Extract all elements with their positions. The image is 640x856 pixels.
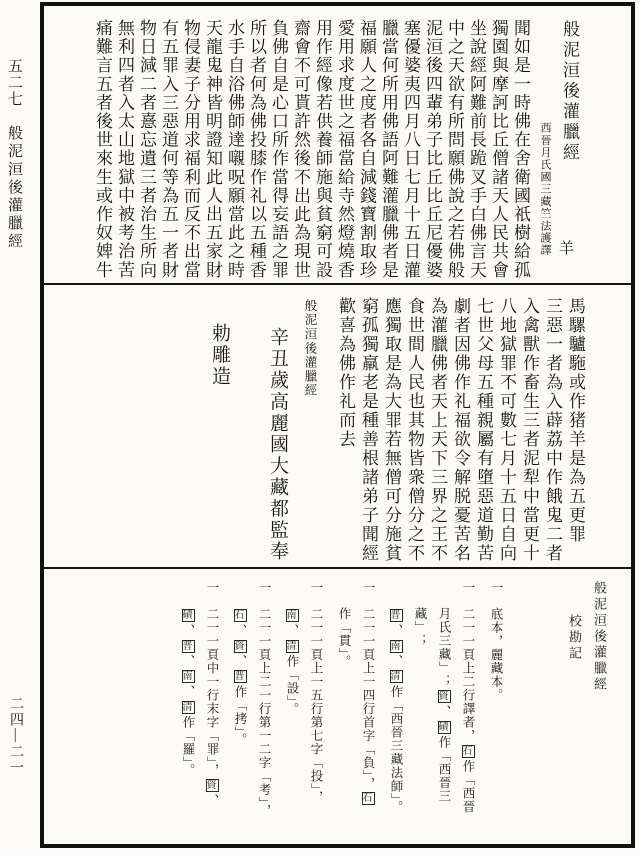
margin-header-title: 般泥洹後灌臘經 <box>6 125 22 251</box>
note-bullet: 一 <box>257 581 271 595</box>
text-column: 所以者何為佛投膝作礼以五種香 <box>247 19 266 280</box>
edition-siglum-box: 資 <box>234 640 246 652</box>
edition-siglum-box: 普 <box>390 610 402 621</box>
collation-note-column: 月氏三藏」；資、磧作「西晉三藏」； <box>413 607 451 803</box>
text-column: 入禽獸作畜生三者泥犁中當更十 <box>520 297 539 563</box>
page-frame <box>40 2 635 848</box>
note-bullet: 一 <box>489 581 503 595</box>
edition-siglum-box: 資 <box>206 779 218 791</box>
note-bullet: 一 <box>205 581 219 595</box>
text-column: 福願人之度者各自減錢寶割取珍 <box>357 19 376 280</box>
text-column: 坐說經阿難前長跪叉手白佛言天 <box>467 19 486 280</box>
collation-note-column: 作「貫」。 <box>337 607 351 669</box>
edition-siglum-box: 南 <box>390 640 402 652</box>
text-column: 八地獄罪不可數七月十五日自向 <box>497 297 516 563</box>
section-sutra-part1 <box>44 6 631 283</box>
sutra-part2-columns <box>44 285 631 567</box>
text-column: 痛難言五者後世來生或作奴婢牛 <box>93 19 112 280</box>
note-bullet: 一 <box>361 581 375 595</box>
text-column: 食世間人民也其物皆衆僧分之不 <box>405 297 424 563</box>
text-column: 愛用求度世之福當給寺然燈燒香 <box>335 19 354 280</box>
text-column: 無利四者入太山地獄中被考治苦 <box>115 19 134 280</box>
translator-line: 西晉月氏國三藏竺法護譯 <box>539 122 551 257</box>
text-column: 聞如是一時佛在舍衛國祇樹給孤 <box>511 19 530 280</box>
text-column: 物日減二者憙忘遺三者治生所向 <box>137 19 156 280</box>
collation-note-column: 磧、普、南、清作「羅」。 <box>181 610 195 777</box>
edition-siglum-box: 清 <box>390 671 402 682</box>
edition-siglum-box: 磧 <box>438 721 450 733</box>
collation-subtitle: 校勘記 <box>567 614 582 662</box>
text-column: 獨園與摩訶比丘僧諸天人民共會 <box>489 19 508 280</box>
sutra-end-title: 般泥洹後灌臘經 <box>303 299 317 398</box>
text-column: 塞優婆夷四月八日七月十五日灌 <box>401 19 420 280</box>
margin-page-number: 二四—二一 <box>8 696 23 776</box>
collation-note-column: 普、南、清作「西晉三藏法師」。 <box>389 610 403 814</box>
text-column: 劇者因佛作礼福欲令解脱憂苦名 <box>451 297 470 563</box>
text-column: 用作經像若供養師施與貧窮可設 <box>313 19 332 280</box>
edition-siglum-box: 資 <box>438 691 450 702</box>
collation-note-column: 石、資、普作「拷」。 <box>233 610 247 747</box>
edition-siglum-box: 磧 <box>182 610 194 621</box>
note-bullet: 一 <box>461 581 475 595</box>
collation-note-column: 一二一一頁上二行譯者，石作「西晉 <box>461 581 475 814</box>
edition-siglum-box: 普 <box>234 671 246 682</box>
text-column: 三惡一者為入薜荔中作餓鬼二者 <box>543 297 562 563</box>
edition-siglum-box: 石 <box>234 610 246 621</box>
text-column: 有五罪入三惡道何等為五一者財 <box>159 19 178 280</box>
edition-siglum-box: 清 <box>182 701 194 713</box>
text-column: 為灌臘佛者天上天下三界之王不 <box>428 297 447 563</box>
text-column: 七世父母五種親屬有墮惡道勤苦 <box>474 297 493 563</box>
text-column: 物侵妻子分用求福利而反不出當 <box>181 19 200 280</box>
sutra-title: 般泥洹後灌臘經 <box>560 20 579 164</box>
margin-mark: 羊 <box>557 240 573 255</box>
text-column: 負佛自是心口所作當得妄語之罪 <box>269 19 288 280</box>
collation-note-column: 南、清作「設」。 <box>285 610 299 716</box>
text-column: 齋會不可貰許然後不出此為現世 <box>291 19 310 280</box>
collation-note-column: 一二一一頁上一五行第七字「投」， <box>309 581 323 804</box>
text-column: 中之天欲有所問願佛說之若佛般 <box>445 19 464 280</box>
margin-volume-label: 五二七 <box>6 58 22 108</box>
text-column: 歡喜為佛作礼而去 <box>336 297 355 449</box>
text-column: 應獨取是為大罪若無僧可分施貧 <box>382 297 401 563</box>
collation-notes <box>44 569 631 839</box>
text-column: 窮孤獨羸老是種善根諸弟子聞經 <box>359 297 378 563</box>
edition-siglum-box: 普 <box>182 640 194 652</box>
edition-siglum-box: 南 <box>182 671 194 682</box>
collation-note-column: 一底本，麗藏本。 <box>489 581 503 702</box>
collation-title: 般泥洹後灌臘經 <box>592 581 607 693</box>
section-sutra-part2 <box>44 283 631 569</box>
text-column: 泥洹後四輩弟子比丘比丘尼優婆 <box>423 19 442 280</box>
text-column: 馬騾驢駞或作猪羊是為五更罪 <box>566 297 585 544</box>
edition-siglum-box: 石 <box>362 793 374 805</box>
section-collation-notes <box>44 569 631 839</box>
text-column: 臘當何所用佛語阿難灌臘佛者是 <box>379 19 398 280</box>
text-column: 水手自浴佛師達嚫呪願當此之時 <box>225 19 244 280</box>
note-bullet: 一 <box>309 581 323 595</box>
collation-note-column: 一二一一頁上二一行第一二字「考」， <box>257 581 271 818</box>
collation-note-column: 一二一一頁中一行末字「罪」，資、 <box>205 581 219 808</box>
colophon-line2: 勅雕造 <box>209 323 230 388</box>
collation-note-column: 一二一一頁上一四行首字「負」，石 <box>361 581 375 805</box>
edition-siglum-box: 石 <box>462 745 474 757</box>
text-column: 天龍鬼神皆明證知此人出五家財 <box>203 19 222 280</box>
edition-siglum-box: 南 <box>286 610 298 621</box>
colophon-line1: 辛丑歲高麗國大藏都監奉 <box>267 327 288 563</box>
edition-siglum-box: 清 <box>286 640 298 652</box>
